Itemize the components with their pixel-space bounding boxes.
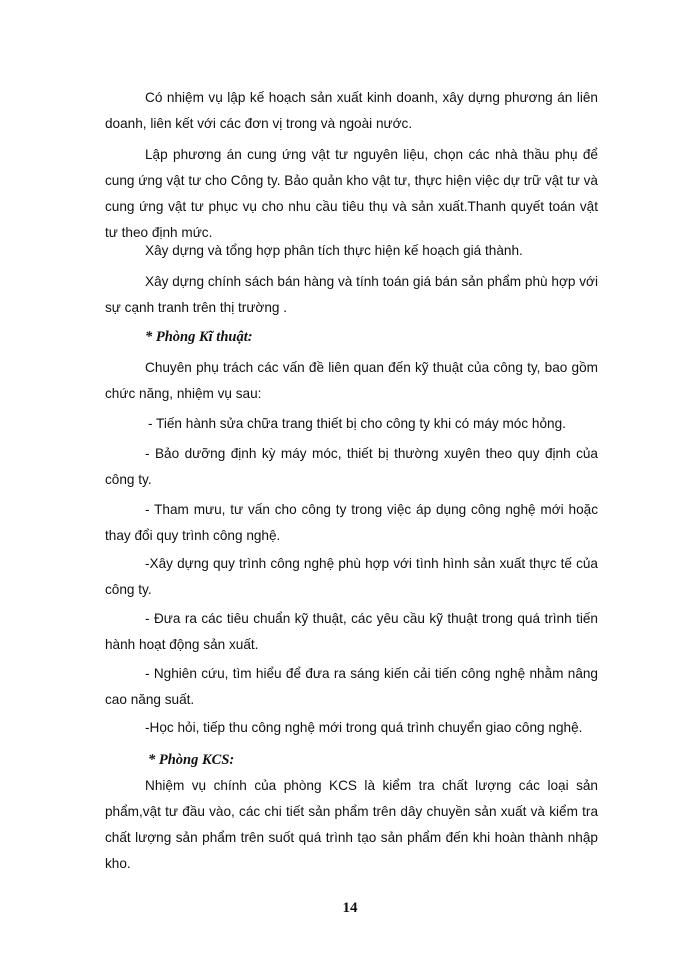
paragraph-supplies: Lập phương án cung ứng vật tư nguyên liệu, chọn các nhà thầu phụ để cung ứng vật tư cho Công ty. Bảo quản kho vật tư, thực hiện việc dự trữ vật tư và cung ứng vật tư phục vụ cho nhu cầu tiêu thụ và sản xuất.Thanh quyết toán vật tư theo định mức. bbox=[105, 147, 598, 240]
page-number: 14 bbox=[342, 900, 358, 916]
list-item-research: - Nghiên cứu, tìm hiểu để đưa ra sáng kiến cải tiến công nghệ nhằm nâng cao năng suất. bbox=[105, 666, 598, 707]
list-item-learning: -Học hỏi, tiếp thu công nghệ mới trong quá trình chuyển giao công nghệ. bbox=[145, 720, 583, 735]
list-item-standards: - Đưa ra các tiêu chuẩn kỹ thuật, các yêu cầu kỹ thuật trong quá trình tiến hành hoạt động sản xuất. bbox=[105, 611, 598, 652]
paragraph-kcs: Nhiệm vụ chính của phòng KCS là kiểm tra chất lượng các loại sản phẩm,vật tư đầu vào, các chi tiết sản phẩm trên dây chuyền sản xuất và kiểm tra chất lượng sản phẩm trên suốt quá trình tạo sản phẩm đến khi hoàn thành nhập kho. bbox=[105, 778, 598, 871]
paragraph-planning: Có nhiệm vụ lập kế hoạch sản xuất kinh doanh, xây dựng phương án liên doanh, liên kết với các đơn vị trong và ngoài nước. bbox=[105, 90, 598, 131]
heading-technical-dept: * Phòng Kĩ thuật: bbox=[145, 329, 253, 345]
heading-kcs-dept: * Phòng KCS: bbox=[148, 752, 235, 768]
list-item-repair: - Tiến hành sửa chữa trang thiết bị cho công ty khi có máy móc hỏng. bbox=[148, 416, 566, 431]
list-item-process: -Xây dựng quy trình công nghệ phù hợp với tình hình sản xuất thực tế của công ty. bbox=[105, 556, 598, 597]
paragraph-sales-policy: Xây dựng chính sách bán hàng và tính toán giá bán sản phẩm phù hợp với sự cạnh tranh trên thị trường . bbox=[105, 274, 598, 315]
list-item-advisory: - Tham mưu, tư vấn cho công ty trong việc áp dụng công nghệ mới hoặc thay đổi quy trình công nghệ. bbox=[105, 502, 598, 543]
list-item-maintenance: - Bảo dưỡng định kỳ máy móc, thiết bị thường xuyên theo quy định của công ty. bbox=[105, 446, 598, 487]
paragraph-technical-intro: Chuyên phụ trách các vấn đề liên quan đến kỹ thuật của công ty, bao gồm chức năng, nhiệm vụ sau: bbox=[105, 360, 598, 401]
paragraph-costing: Xây dựng và tổng hợp phân tích thực hiện kế hoạch giá thành. bbox=[145, 243, 523, 258]
